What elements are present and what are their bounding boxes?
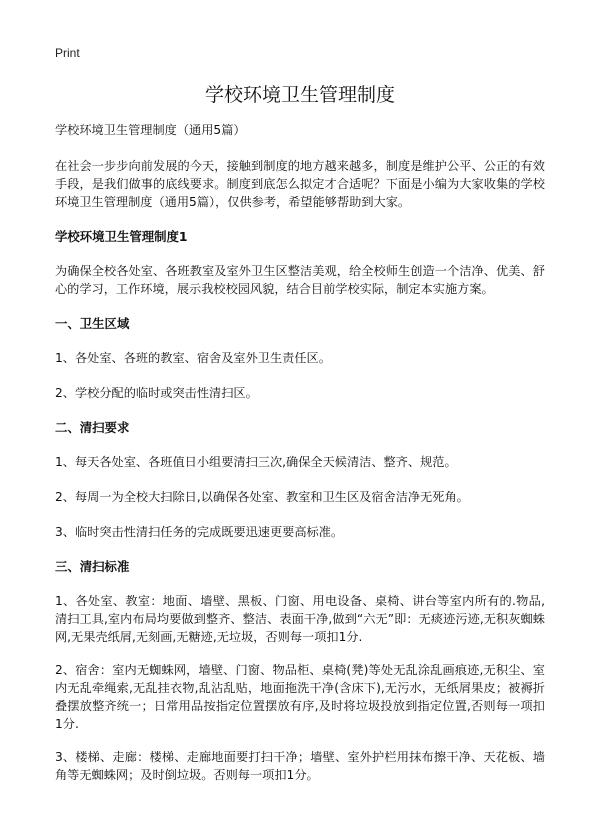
list-item: 1、各处室、教室：地面、墙壁、黑板、门窗、用电设备、桌椅、讲台等室内所有的.物品,清扫工具,室内布局均要做到整齐、整洁、表面干净,做到“六无”即：无痰迹污迹,无积灰蜘蛛网,无果壳纸屑,无刻画,无糖迹,无垃圾，否则每一项扣1分. (55, 594, 545, 644)
section-intro-paragraph: 为确保全校各处室、各班教室及室外卫生区整洁美观，给全校师生创造一个洁净、优美、舒心的学习，工作环境，展示我校校园风貌，结合目前学校实际，制定本实施方案。 (55, 264, 545, 296)
list-item: 3、临时突击性清扫任务的完成既要迅速更要高标准。 (55, 525, 344, 539)
list-item: 3、楼梯、走廊：楼梯、走廊地面要打扫干净；墙壁、室外护栏用抹布擦干净、天花板、墙角等无蜘蛛网；及时倒垃圾。否则每一项扣1分。 (55, 750, 545, 782)
document-subtitle: 学校环境卫生管理制度（通用5篇） (55, 123, 246, 137)
part-heading-standards: 三、清扫标准 (55, 559, 130, 574)
section-heading: 学校环境卫生管理制度1 (55, 229, 188, 244)
list-item: 2、宿舍：室内无蜘蛛网，墙壁、门窗、物品柜、桌椅(凳)等处无乱涂乱画痕迹,无积尘、室内无乱牵绳索,无乱挂衣物,乱沾乱贴，地面拖洗干净(含床下),无污水，无纸屑果皮；被褥折叠摆放整齐统一；日常用品按指定位置摆放有序,及时将垃圾投放到指定位置,否则每一项扣1分. (55, 663, 545, 731)
list-item: 2、学校分配的临时或突击性清扫区。 (55, 386, 258, 400)
document-body (55, 121, 545, 799)
part-heading-requirements: 二、清扫要求 (55, 420, 130, 435)
page-title: 学校环境卫生管理制度 (204, 84, 395, 106)
print-link[interactable]: Print (55, 46, 80, 60)
intro-paragraph: 在社会一步步向前发展的今天，接触到制度的地方越来越多，制度是维护公平、公正的有效手段，是我们做事的底线要求。制度到底怎么拟定才合适呢？下面是小编为大家收集的学校环境卫生管理制度（通用5篇），仅供参考，希望能够帮助到大家。 (55, 159, 545, 209)
list-item: 2、每周一为全校大扫除日,以确保各处室、教室和卫生区及宿舍洁净无死角。 (55, 490, 469, 504)
part-heading-area: 一、卫生区域 (55, 316, 130, 331)
list-item: 1、每天各处室、各班值日小组要清扫三次,确保全天候清洁、整齐、规范。 (55, 455, 457, 469)
list-item: 1、各处室、各班的教室、宿舍及室外卫生责任区。 (55, 351, 331, 365)
